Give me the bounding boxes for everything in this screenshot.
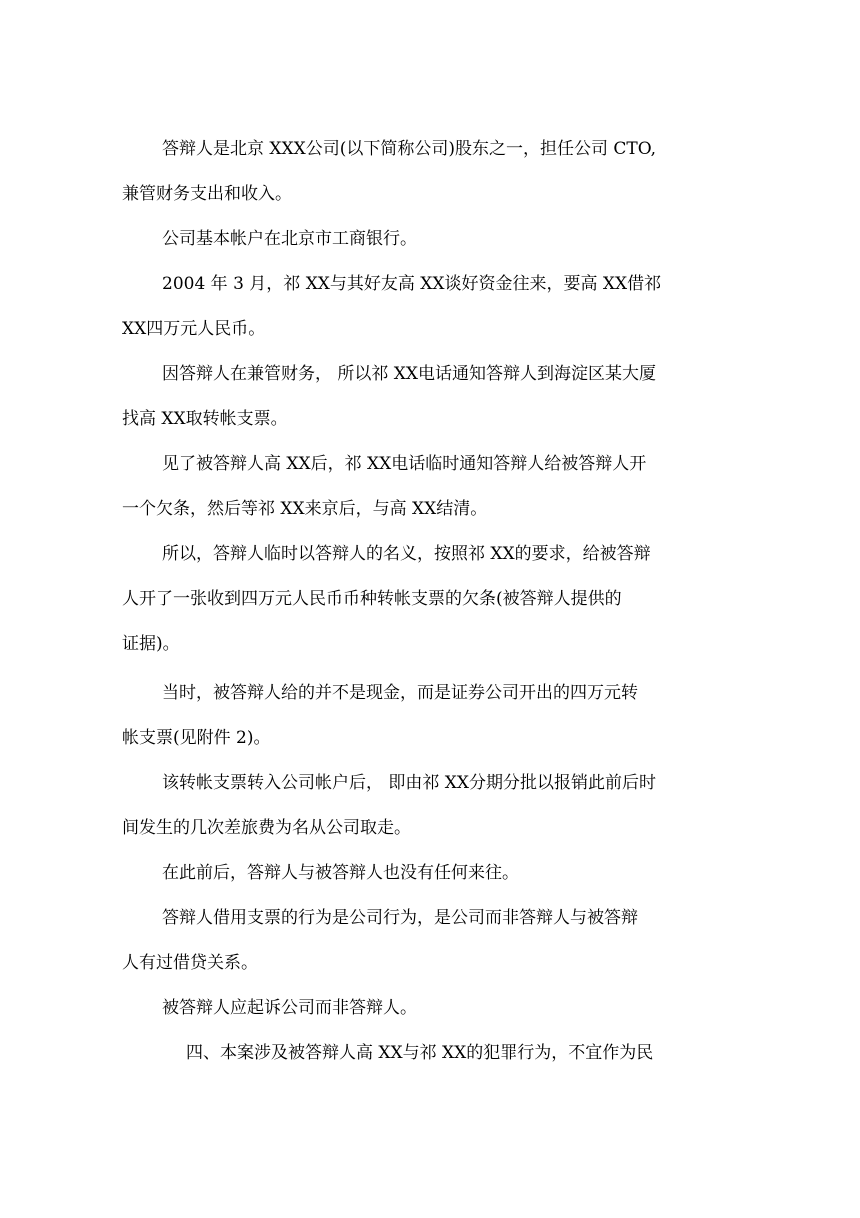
paragraph-line: 被答辩人应起诉公司而非答辩人。 <box>162 998 417 1018</box>
paragraph-line: 间发生的几次差旅费为名从公司取走。 <box>122 818 411 838</box>
paragraph-line: 见了被答辩人高 XX后，祁 XX电话临时通知答辩人给被答辩人开 <box>162 454 647 474</box>
paragraph-line: 人有过借贷关系。 <box>122 953 258 973</box>
paragraph-line: 因答辩人在兼管财务， 所以祁 XX电话通知答辩人到海淀区某大厦 <box>162 364 657 384</box>
paragraph-line: 公司基本帐户在北京市工商银行。 <box>162 229 417 249</box>
paragraph-line: XX四万元人民币。 <box>122 319 266 339</box>
paragraph-line: 人开了一张收到四万元人民币币种转帐支票的欠条(被答辩人提供的 <box>122 589 622 609</box>
paragraph-line: 答辩人借用支票的行为是公司行为，是公司而非答辩人与被答辩 <box>162 908 638 928</box>
paragraph-line: 证据)。 <box>122 634 180 654</box>
paragraph-line: 在此前后，答辩人与被答辩人也没有任何来往。 <box>162 863 519 883</box>
paragraph-line: 2004 年 3 月，祁 XX与其好友高 XX谈好资金往来，要高 XX借祁 <box>162 274 662 294</box>
paragraph-line: 所以，答辩人临时以答辩人的名义，按照祁 XX的要求，给被答辩 <box>162 544 651 564</box>
paragraph-line: 帐支票(见附件 2)。 <box>122 728 271 748</box>
paragraph-line: 兼管财务支出和收入。 <box>122 184 292 204</box>
paragraph-line: 找高 XX取转帐支票。 <box>122 409 288 429</box>
paragraph-line: 该转帐支票转入公司帐户后， 即由祁 XX分期分批以报销此前后时 <box>162 773 657 793</box>
section-heading: 四、本案涉及被答辩人高 XX与祁 XX的犯罪行为，不宜作为民 <box>186 1043 654 1063</box>
paragraph-line: 当时，被答辩人给的并不是现金，而是证券公司开出的四万元转 <box>162 683 638 703</box>
paragraph-line: 一个欠条，然后等祁 XX来京后，与高 XX结清。 <box>122 499 488 519</box>
paragraph-line: 答辩人是北京 XXX公司(以下简称公司)股东之一，担任公司 CTO, <box>162 139 657 159</box>
